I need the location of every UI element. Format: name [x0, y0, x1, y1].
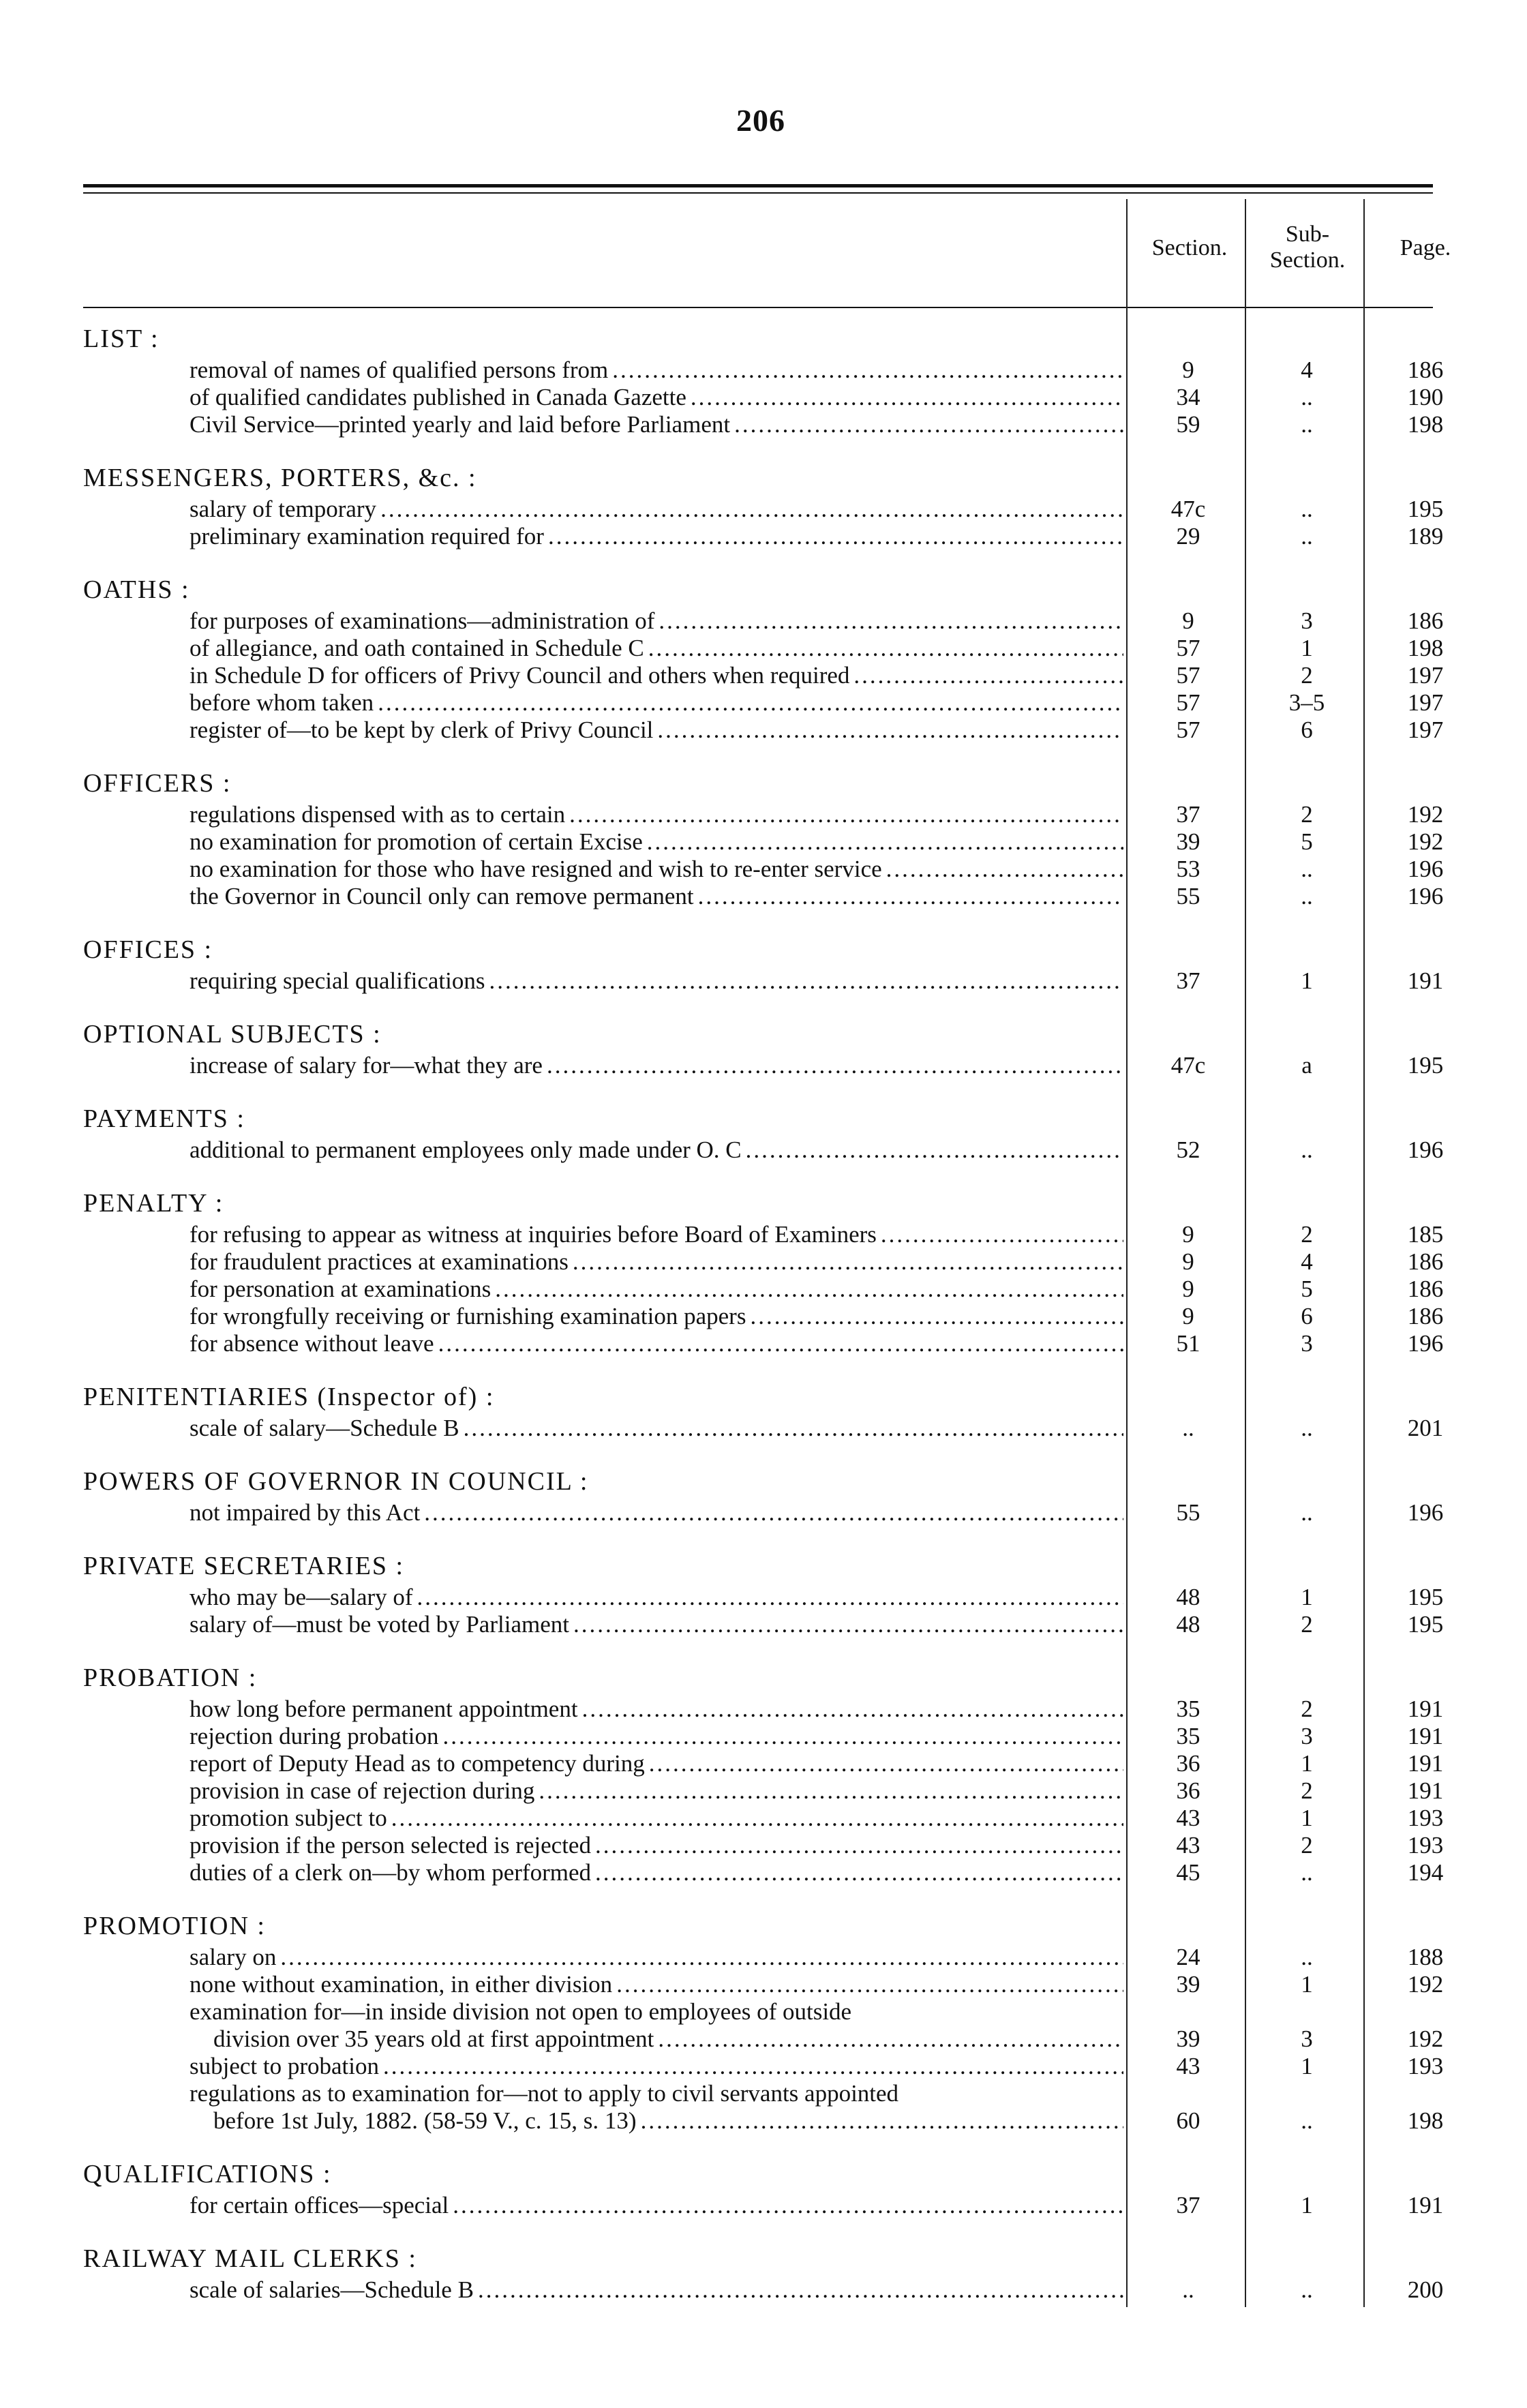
entry-subsection: 1 [1301, 635, 1313, 661]
entry-subsection: 2 [1301, 1696, 1313, 1722]
entry-section: 55 [1176, 1499, 1200, 1526]
entry-subsection: 2 [1301, 1611, 1313, 1638]
entry-page: 189 [1407, 523, 1444, 550]
entry-subsection: .. [1301, 1944, 1313, 1970]
entry-section: 9 [1182, 1303, 1194, 1329]
entry-subsection: .. [1301, 2276, 1313, 2303]
entry-section: 53 [1176, 856, 1200, 882]
entry-description: promotion subject to ..... [190, 1805, 1123, 1832]
index-row [0, 1137, 1527, 1164]
index-row [0, 1805, 1527, 1832]
entry-section: 39 [1176, 2026, 1200, 2052]
group-heading-text: PROBATION : [83, 1664, 258, 1692]
entry-page: 186 [1407, 1303, 1444, 1329]
entry-description: who may be—salary of ..... [190, 1584, 1123, 1611]
entry-page: 186 [1407, 357, 1444, 383]
entry-page: 191 [1407, 1696, 1444, 1722]
entry-subsection: 2 [1301, 1221, 1313, 1248]
entry-subsection: 5 [1301, 828, 1313, 855]
entry-description: scale of salaries—Schedule B ..... [190, 2276, 1123, 2304]
entry-section: .. [1182, 1415, 1194, 1441]
entry-description: for certain offices—special ..... [190, 2192, 1123, 2219]
entry-description: for fraudulent practices at examinations ..... [190, 1248, 1123, 1276]
entry-subsection: 5 [1301, 1276, 1313, 1302]
index-row [0, 1052, 1527, 1079]
group-heading [0, 768, 1527, 801]
entry-section: 57 [1176, 662, 1200, 689]
entry-subsection: 1 [1301, 1805, 1313, 1831]
entry-description: rejection during probation ..... [190, 1723, 1123, 1750]
group-heading [0, 1382, 1527, 1415]
entry-description: of qualified candidates published in Canada Gazette ..... [190, 384, 1123, 411]
index-row [0, 1832, 1527, 1859]
entry-section: 43 [1176, 2053, 1200, 2079]
group-heading-text: PENALTY : [83, 1189, 224, 1218]
entry-description: scale of salary—Schedule B ..... [190, 1415, 1123, 1442]
entry-description: requiring special qualifications ..... [190, 967, 1123, 995]
entry-page: 191 [1407, 1777, 1444, 1804]
entry-page: 186 [1407, 607, 1444, 634]
entry-page: 193 [1407, 1805, 1444, 1831]
entry-description: salary on ..... [190, 1944, 1123, 1971]
entry-description: no examination for promotion of certain Excise ..... [190, 828, 1123, 856]
entry-subsection: 3 [1301, 607, 1313, 634]
index-row [0, 828, 1527, 856]
entry-section: 37 [1176, 2192, 1200, 2218]
group-heading-text: QUALIFICATIONS : [83, 2160, 332, 2188]
entry-page: 195 [1407, 1611, 1444, 1638]
entry-description: division over 35 years old at first appointment ..... [190, 2026, 1123, 2053]
index-row [0, 1276, 1527, 1303]
group-heading-text: MESSENGERS, PORTERS, &c. : [83, 464, 477, 492]
entry-page: 193 [1407, 2053, 1444, 2079]
index-row [0, 1584, 1527, 1611]
group-heading [0, 1911, 1527, 1944]
entry-page: 192 [1407, 2026, 1444, 2052]
index-row [0, 1248, 1527, 1276]
entry-page: 196 [1407, 1137, 1444, 1163]
index-row [0, 1723, 1527, 1750]
index-row [0, 384, 1527, 411]
entry-subsection: 6 [1301, 1303, 1313, 1329]
group-heading [0, 463, 1527, 496]
entry-subsection: 1 [1301, 1584, 1313, 1610]
entry-section: 57 [1176, 717, 1200, 743]
entry-description: in Schedule D for officers of Privy Council and others when required ..... [190, 662, 1123, 689]
entry-subsection: 1 [1301, 1750, 1313, 1777]
entry-description: regulations dispensed with as to certain ..... [190, 801, 1123, 828]
index-row [0, 2053, 1527, 2080]
index-row [0, 2026, 1527, 2053]
entry-description: not impaired by this Act ..... [190, 1499, 1123, 1526]
entry-section: 9 [1182, 357, 1194, 383]
group-heading [0, 1551, 1527, 1584]
index-row [0, 635, 1527, 662]
group-heading-text: OFFICERS : [83, 769, 232, 798]
group-heading [0, 575, 1527, 607]
top-rule-thin [83, 192, 1433, 194]
entry-subsection: .. [1301, 411, 1313, 438]
index-row [0, 1415, 1527, 1442]
index-row [0, 1499, 1527, 1526]
entry-subsection: 3 [1301, 2026, 1313, 2052]
entry-page: 198 [1407, 411, 1444, 438]
entry-page: 192 [1407, 828, 1444, 855]
entry-subsection: .. [1301, 856, 1313, 882]
entry-section: 36 [1176, 1750, 1200, 1777]
entry-description: for refusing to appear as witness at inquiries before Board of Examiners ..... [190, 1221, 1123, 1248]
entry-description: the Governor in Council only can remove permanent ..... [190, 883, 1123, 910]
header-rule [83, 307, 1433, 308]
entry-subsection: 3 [1301, 1723, 1313, 1749]
entry-subsection: 1 [1301, 2053, 1313, 2079]
entry-subsection: 2 [1301, 662, 1313, 689]
group-heading-text: POWERS OF GOVERNOR IN COUNCIL : [83, 1467, 589, 1496]
entry-subsection: .. [1301, 883, 1313, 909]
index-row [0, 1303, 1527, 1330]
entry-description: for wrongfully receiving or furnishing examination papers ..... [190, 1303, 1123, 1330]
entry-page: 196 [1407, 1330, 1444, 1357]
entry-section: 39 [1176, 828, 1200, 855]
group-heading [0, 2159, 1527, 2192]
page-number: 206 [736, 103, 785, 138]
entry-section: 45 [1176, 1859, 1200, 1886]
entry-page: 201 [1407, 1415, 1444, 1441]
entry-description: none without examination, in either division ..... [190, 1971, 1123, 1998]
entry-description: before whom taken ..... [190, 689, 1123, 717]
entry-section: 47c [1170, 496, 1206, 522]
entry-description: Civil Service—printed yearly and laid before Parliament ..... [190, 411, 1123, 438]
group-heading-text: LIST : [83, 325, 160, 353]
entry-page: 191 [1407, 967, 1444, 994]
entry-description: preliminary examination required for ..... [190, 523, 1123, 550]
group-heading [0, 1104, 1527, 1137]
entry-page: 198 [1407, 2107, 1444, 2134]
index-row [0, 411, 1527, 438]
entry-section: 60 [1176, 2107, 1200, 2134]
entry-page: 195 [1407, 1584, 1444, 1610]
index-row [0, 717, 1527, 744]
group-heading [0, 324, 1527, 357]
entry-subsection: 4 [1301, 357, 1313, 383]
index-row [0, 967, 1527, 995]
entry-section: 48 [1176, 1584, 1200, 1610]
entry-section: 57 [1176, 689, 1200, 716]
entry-page: 190 [1407, 384, 1444, 410]
entry-description: salary of temporary ..... [190, 496, 1123, 523]
entry-section: 9 [1182, 1248, 1194, 1275]
entry-page: 191 [1407, 1723, 1444, 1749]
entry-description: duties of a clerk on—by whom performed ..... [190, 1859, 1123, 1886]
entry-section: .. [1182, 2276, 1194, 2303]
group-heading [0, 935, 1527, 967]
entry-description: of allegiance, and oath contained in Schedule C ..... [190, 635, 1123, 662]
index-row [0, 357, 1527, 384]
group-heading-text: OPTIONAL SUBJECTS : [83, 1020, 382, 1049]
entry-page: 195 [1407, 496, 1444, 522]
index-row [0, 1998, 1527, 2026]
group-heading [0, 1663, 1527, 1696]
entry-description: additional to permanent employees only made under O. C ..... [190, 1137, 1123, 1164]
entry-subsection: 1 [1301, 2192, 1313, 2218]
entry-description: before 1st July, 1882. (58-59 V., c. 15, s. 13) ..... [190, 2107, 1123, 2135]
entry-section: 48 [1176, 1611, 1200, 1638]
index-row [0, 689, 1527, 717]
entry-subsection: .. [1301, 523, 1313, 550]
entry-description: provision if the person selected is rejected ..... [190, 1832, 1123, 1859]
entry-subsection: .. [1301, 496, 1313, 522]
entry-page: 196 [1407, 856, 1444, 882]
entry-section: 35 [1176, 1696, 1200, 1722]
entry-description: how long before permanent appointment ..... [190, 1696, 1123, 1723]
group-heading-text: PENITENTIARIES (Inspector of) : [83, 1383, 495, 1411]
index-row [0, 496, 1527, 523]
entry-page: 185 [1407, 1221, 1444, 1248]
index-row [0, 801, 1527, 828]
entry-page: 195 [1407, 1052, 1444, 1079]
entry-subsection: .. [1301, 1499, 1313, 1526]
entry-subsection: 2 [1301, 1777, 1313, 1804]
entry-section: 39 [1176, 1971, 1200, 1998]
entry-subsection: 1 [1301, 967, 1313, 994]
group-heading-text: RAILWAY MAIL CLERKS : [83, 2244, 417, 2273]
index-row [0, 2107, 1527, 2135]
entry-description: no examination for those who have resigned and wish to re-enter service ..... [190, 856, 1123, 883]
column-header-subsection: Sub- Section. [1269, 222, 1346, 273]
entry-page: 194 [1407, 1859, 1444, 1886]
group-heading-text: OATHS : [83, 575, 190, 604]
entry-subsection: 3 [1301, 1330, 1313, 1357]
entry-section: 24 [1176, 1944, 1200, 1970]
top-rule [83, 184, 1433, 187]
entry-section: 43 [1176, 1832, 1200, 1858]
group-heading-text: PROMOTION : [83, 1912, 266, 1940]
entry-description: removal of names of qualified persons from ..... [190, 357, 1123, 384]
entry-section: 37 [1176, 967, 1200, 994]
entry-section: 29 [1176, 523, 1200, 550]
entry-page: 191 [1407, 2192, 1444, 2218]
entry-description: increase of salary for—what they are ..... [190, 1052, 1123, 1079]
entry-description: provision in case of rejection during ..... [190, 1777, 1123, 1805]
index-row [0, 607, 1527, 635]
index-row [0, 1944, 1527, 1971]
entry-description: for purposes of examinations—administration of ..... [190, 607, 1123, 635]
index-table [0, 324, 1527, 2304]
group-heading [0, 1019, 1527, 1052]
entry-section: 57 [1176, 635, 1200, 661]
index-row [0, 1330, 1527, 1357]
entry-page: 200 [1407, 2276, 1444, 2303]
index-row [0, 1611, 1527, 1638]
entry-section: 47c [1170, 1052, 1206, 1079]
group-heading [0, 1466, 1527, 1499]
entry-subsection: .. [1301, 1137, 1313, 1163]
entry-section: 37 [1176, 801, 1200, 828]
entry-description: for absence without leave ..... [190, 1330, 1123, 1357]
index-row [0, 662, 1527, 689]
index-row [0, 523, 1527, 550]
entry-section: 9 [1182, 1276, 1194, 1302]
index-row [0, 883, 1527, 910]
entry-description: report of Deputy Head as to competency during ..... [190, 1750, 1123, 1777]
column-header-section: Section. [1151, 235, 1228, 260]
column-header-page: Page. [1400, 235, 1451, 260]
entry-page: 198 [1407, 635, 1444, 661]
entry-subsection: .. [1301, 1859, 1313, 1886]
entry-page: 192 [1407, 1971, 1444, 1998]
entry-section: 59 [1176, 411, 1200, 438]
entry-subsection: 3–5 [1288, 689, 1325, 716]
entry-subsection: .. [1301, 384, 1313, 410]
index-row [0, 1777, 1527, 1805]
entry-subsection: 2 [1301, 801, 1313, 828]
entry-subsection: 6 [1301, 717, 1313, 743]
entry-description: subject to probation ..... [190, 2053, 1123, 2080]
index-row [0, 1696, 1527, 1723]
group-heading [0, 1188, 1527, 1221]
entry-description: for personation at examinations ..... [190, 1276, 1123, 1303]
entry-description: register of—to be kept by clerk of Privy Council ..... [190, 717, 1123, 744]
entry-subsection: 2 [1301, 1832, 1313, 1858]
entry-description: salary of—must be voted by Parliament ..... [190, 1611, 1123, 1638]
entry-page: 193 [1407, 1832, 1444, 1858]
entry-section: 52 [1176, 1137, 1200, 1163]
entry-page: 196 [1407, 1499, 1444, 1526]
entry-section: 55 [1176, 883, 1200, 909]
entry-description: examination for—in inside division not open to employees of outside [190, 1998, 1123, 2026]
group-heading-text: PRIVATE SECRETARIES : [83, 1552, 405, 1580]
entry-section: 43 [1176, 1805, 1200, 1831]
entry-section: 34 [1176, 384, 1200, 410]
entry-page: 196 [1407, 883, 1444, 909]
entry-subsection: 4 [1301, 1248, 1313, 1275]
entry-page: 192 [1407, 801, 1444, 828]
entry-page: 197 [1407, 662, 1444, 689]
group-heading-text: OFFICES : [83, 935, 213, 964]
entry-page: 186 [1407, 1248, 1444, 1275]
entry-page: 186 [1407, 1276, 1444, 1302]
entry-section: 9 [1182, 1221, 1194, 1248]
entry-subsection: 1 [1301, 1971, 1313, 1998]
entry-page: 197 [1407, 689, 1444, 716]
entry-section: 35 [1176, 1723, 1200, 1749]
entry-section: 9 [1182, 607, 1194, 634]
index-row [0, 2080, 1527, 2107]
entry-section: 51 [1176, 1330, 1200, 1357]
index-row [0, 2276, 1527, 2304]
entry-page: 188 [1407, 1944, 1444, 1970]
entry-page: 197 [1407, 717, 1444, 743]
index-row [0, 1750, 1527, 1777]
index-row [0, 1971, 1527, 1998]
index-row [0, 1221, 1527, 1248]
index-row [0, 2192, 1527, 2219]
index-row [0, 1859, 1527, 1886]
entry-page: 191 [1407, 1750, 1444, 1777]
entry-description: regulations as to examination for—not to apply to civil servants appointed [190, 2080, 1123, 2107]
entry-subsection: .. [1301, 1415, 1313, 1441]
entry-subsection: a [1301, 1052, 1312, 1079]
group-heading [0, 2244, 1527, 2276]
index-row [0, 856, 1527, 883]
entry-subsection: .. [1301, 2107, 1313, 2134]
entry-section: 36 [1176, 1777, 1200, 1804]
group-heading-text: PAYMENTS : [83, 1104, 245, 1133]
